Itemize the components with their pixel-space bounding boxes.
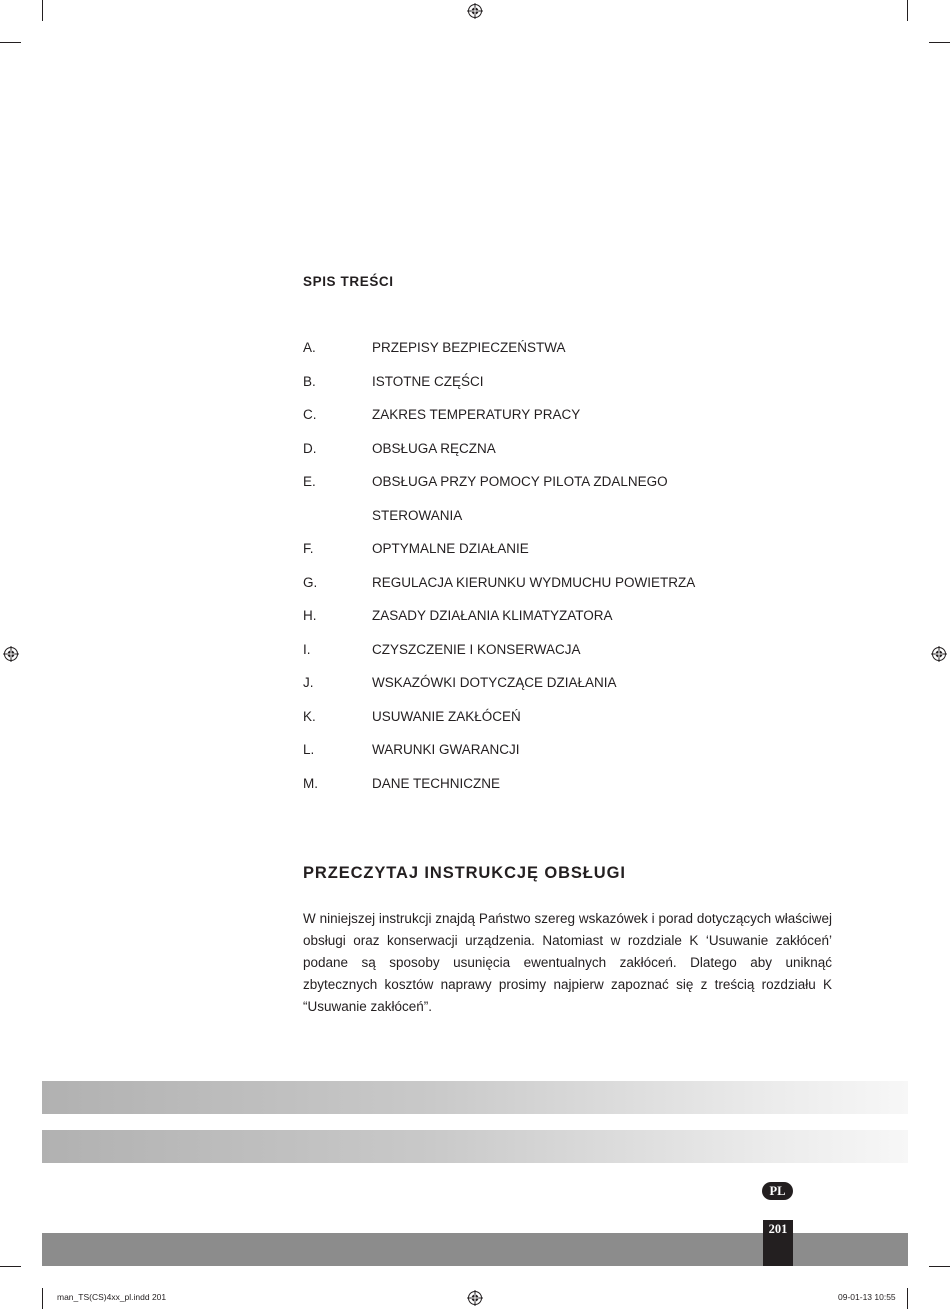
toc-item-label: OPTYMALNE DZIAŁANIE [372, 541, 529, 556]
crop-mark [42, 0, 43, 21]
toc-item [303, 709, 843, 743]
registration-mark-icon [467, 3, 483, 19]
toc-item-letter: L. [303, 742, 315, 757]
section-title: PRZECZYTAJ INSTRUKCJĘ OBSŁUGI [303, 864, 626, 882]
toc-item-letter: J. [303, 675, 314, 690]
toc-item [303, 608, 843, 642]
toc-item-label: ZAKRES TEMPERATURY PRACY [372, 407, 581, 422]
toc-item [303, 474, 843, 508]
registration-mark-icon [3, 646, 19, 662]
toc-item-letter: B. [303, 373, 316, 389]
decorative-band [42, 1081, 908, 1114]
toc-list [303, 340, 843, 809]
toc-item-letter: I. [303, 641, 311, 657]
toc-item [303, 441, 843, 475]
toc-item-label: REGULACJA KIERUNKU WYDMUCHU POWIETRZA [372, 574, 696, 590]
language-badge: PL [762, 1182, 793, 1200]
crop-mark [42, 1288, 43, 1309]
toc-item-label: STEROWANIA [372, 507, 463, 523]
crop-mark [929, 42, 950, 43]
toc-item-letter: G. [303, 574, 318, 590]
toc-item-letter: M. [303, 775, 318, 791]
toc-item-label: OBSŁUGA RĘCZNA [372, 440, 496, 456]
toc-item-label: USUWANIE ZAKŁÓCEŃ [372, 708, 521, 724]
toc-title: SPIS TREŚCI [303, 274, 394, 289]
toc-item [303, 642, 843, 676]
toc-item [303, 407, 843, 441]
toc-item [303, 575, 843, 609]
toc-item-label: WARUNKI GWARANCJI [372, 742, 520, 757]
registration-mark-icon [467, 1290, 483, 1306]
toc-item-label: PRZEPISY BEZPIECZEŃSTWA [372, 340, 566, 355]
crop-mark [907, 0, 908, 21]
toc-item [303, 541, 843, 575]
toc-item-label: OBSŁUGA PRZY POMOCY PILOTA ZDALNEGO [372, 474, 668, 489]
toc-item [303, 742, 843, 776]
toc-item-letter: K. [303, 708, 316, 724]
toc-item-label: ZASADY DZIAŁANIA KLIMATYZATORA [372, 608, 613, 623]
toc-item-letter: C. [303, 407, 317, 422]
toc-item [303, 675, 843, 709]
registration-mark-icon [931, 646, 947, 662]
toc-item-label: CZYSZCZENIE I KONSERWACJA [372, 641, 581, 657]
toc-item-label: WSKAZÓWKI DOTYCZĄCE DZIAŁANIA [372, 675, 617, 690]
section-body: W niniejszej instrukcji znajdą Państwo szereg wskazówek i porad dotyczących właściwej obsługi oraz konserwacji urządzenia. Natomiast w rozdziale K ‘Usuwanie zakłóceń’ podane są sposoby usunięcia ewentualnych zakłóceń. Dlatego aby uniknąć zbytecznych kosztów naprawy prosimy najpierw zapoznać się z treścią rozdziału K “Usuwanie zakłóceń”. [303, 911, 832, 1014]
toc-item-letter: H. [303, 608, 317, 623]
toc-item-label: ISTOTNE CZĘŚCI [372, 373, 484, 389]
crop-mark [0, 1266, 21, 1267]
page-number: 201 [763, 1220, 793, 1266]
toc-item [303, 776, 843, 810]
slug-filename: man_TS(CS)4xx_pl.indd 201 [57, 1292, 167, 1302]
toc-item-letter: A. [303, 340, 316, 355]
toc-item [303, 508, 843, 542]
toc-item-label: DANE TECHNICZNE [372, 775, 501, 791]
crop-mark [907, 1288, 908, 1309]
crop-mark [0, 42, 21, 43]
slug-timestamp: 09-01-13 10:55 [838, 1292, 896, 1302]
decorative-band [42, 1130, 908, 1163]
toc-item-letter: F. [303, 541, 314, 556]
toc-item [303, 374, 843, 408]
crop-mark [929, 1266, 950, 1267]
toc-item-letter: E. [303, 474, 316, 489]
toc-item-letter: D. [303, 440, 317, 456]
toc-item [303, 340, 843, 374]
